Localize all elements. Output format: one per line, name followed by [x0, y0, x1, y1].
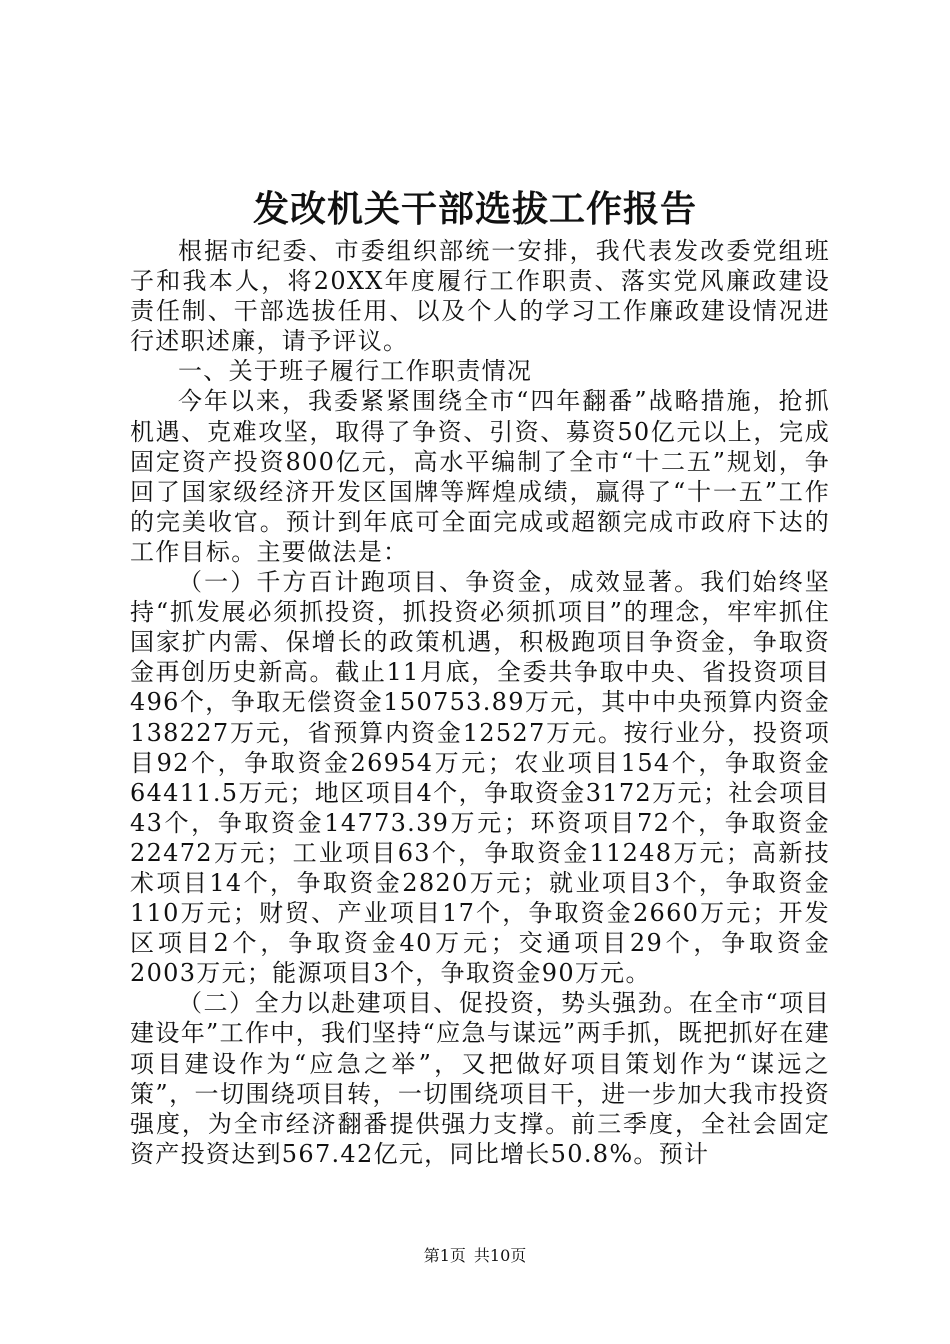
paragraph-overview: 今年以来，我委紧紧围绕全市“四年翻番”战略措施，抢抓机遇、克难攻坚，取得了争资、引资、募资50亿元以上，完成固定资产投资800亿元，高水平编制了全市“十二五”规划，争回了国家级经济开发区国牌等辉煌成绩，赢得了“十一五”工作的完美收官。预计到年底可全面完成或超额完成市政府下达的工作目标。主要做法是： [130, 387, 830, 566]
page-footer [0, 1246, 950, 1266]
page-total: 共10页 [473, 1246, 527, 1265]
section-heading: 一、关于班子履行工作职责情况 [178, 357, 533, 386]
document-body [130, 236, 830, 1169]
paragraph-funding: （一）千方百计跑项目、争资金，成效显著。我们始终坚持“抓发展必须抓投资，抓投资必须抓项目”的理念，牢牢抓住国家扩内需、保增长的政策机遇，积极跑项目争资金，争取资金再创历史新高。截止11月底，全委共争取中央、省投资项目496个，争取无偿资金150753.89万元，其中中央预算内资金138227万元，省预算内资金12527万元。按行业分，投资项目92个，争取资金26954万元；农业项目154个，争取资金64411.5万元；地区项目4个，争取资金3172万元；社会项目43个，争取资金14773.39万元；环资项目72个，争取资金22472万元；工业项目63个，争取资金11248万元；高新技术项目14个，争取资金2820万元；就业项目3个，争取资金110万元；财贸、产业项目17个，争取资金2660万元；开发区项目2个，争取资金40万元；交通项目29个，争取资金2003万元；能源项目3个，争取资金90万元。 [130, 568, 830, 988]
paragraph-investment: （二）全力以赴建项目、促投资，势头强劲。在全市“项目建设年”工作中，我们坚持“应急与谋远”两手抓，既把抓好在建项目建设作为“应急之举”，又把做好项目策划作为“谋远之策”，一切围绕项目转，一切围绕项目干，进一步加大我市投资强度，为全市经济翻番提供强力支撑。前三季度，全社会固定资产投资达到567.42亿元，同比增长50.8%。预计 [130, 989, 830, 1168]
page-number: 第1页 [423, 1246, 466, 1265]
document-title: 发改机关干部选拔工作报告 [252, 188, 697, 230]
paragraph-intro: 根据市纪委、市委组织部统一安排，我代表发改委党组班子和我本人，将20XX年度履行工作职责、落实党风廉政建设责任制、干部选拔任用、以及个人的学习工作廉政建设情况进行述职述廉，请予评议。 [130, 237, 830, 356]
